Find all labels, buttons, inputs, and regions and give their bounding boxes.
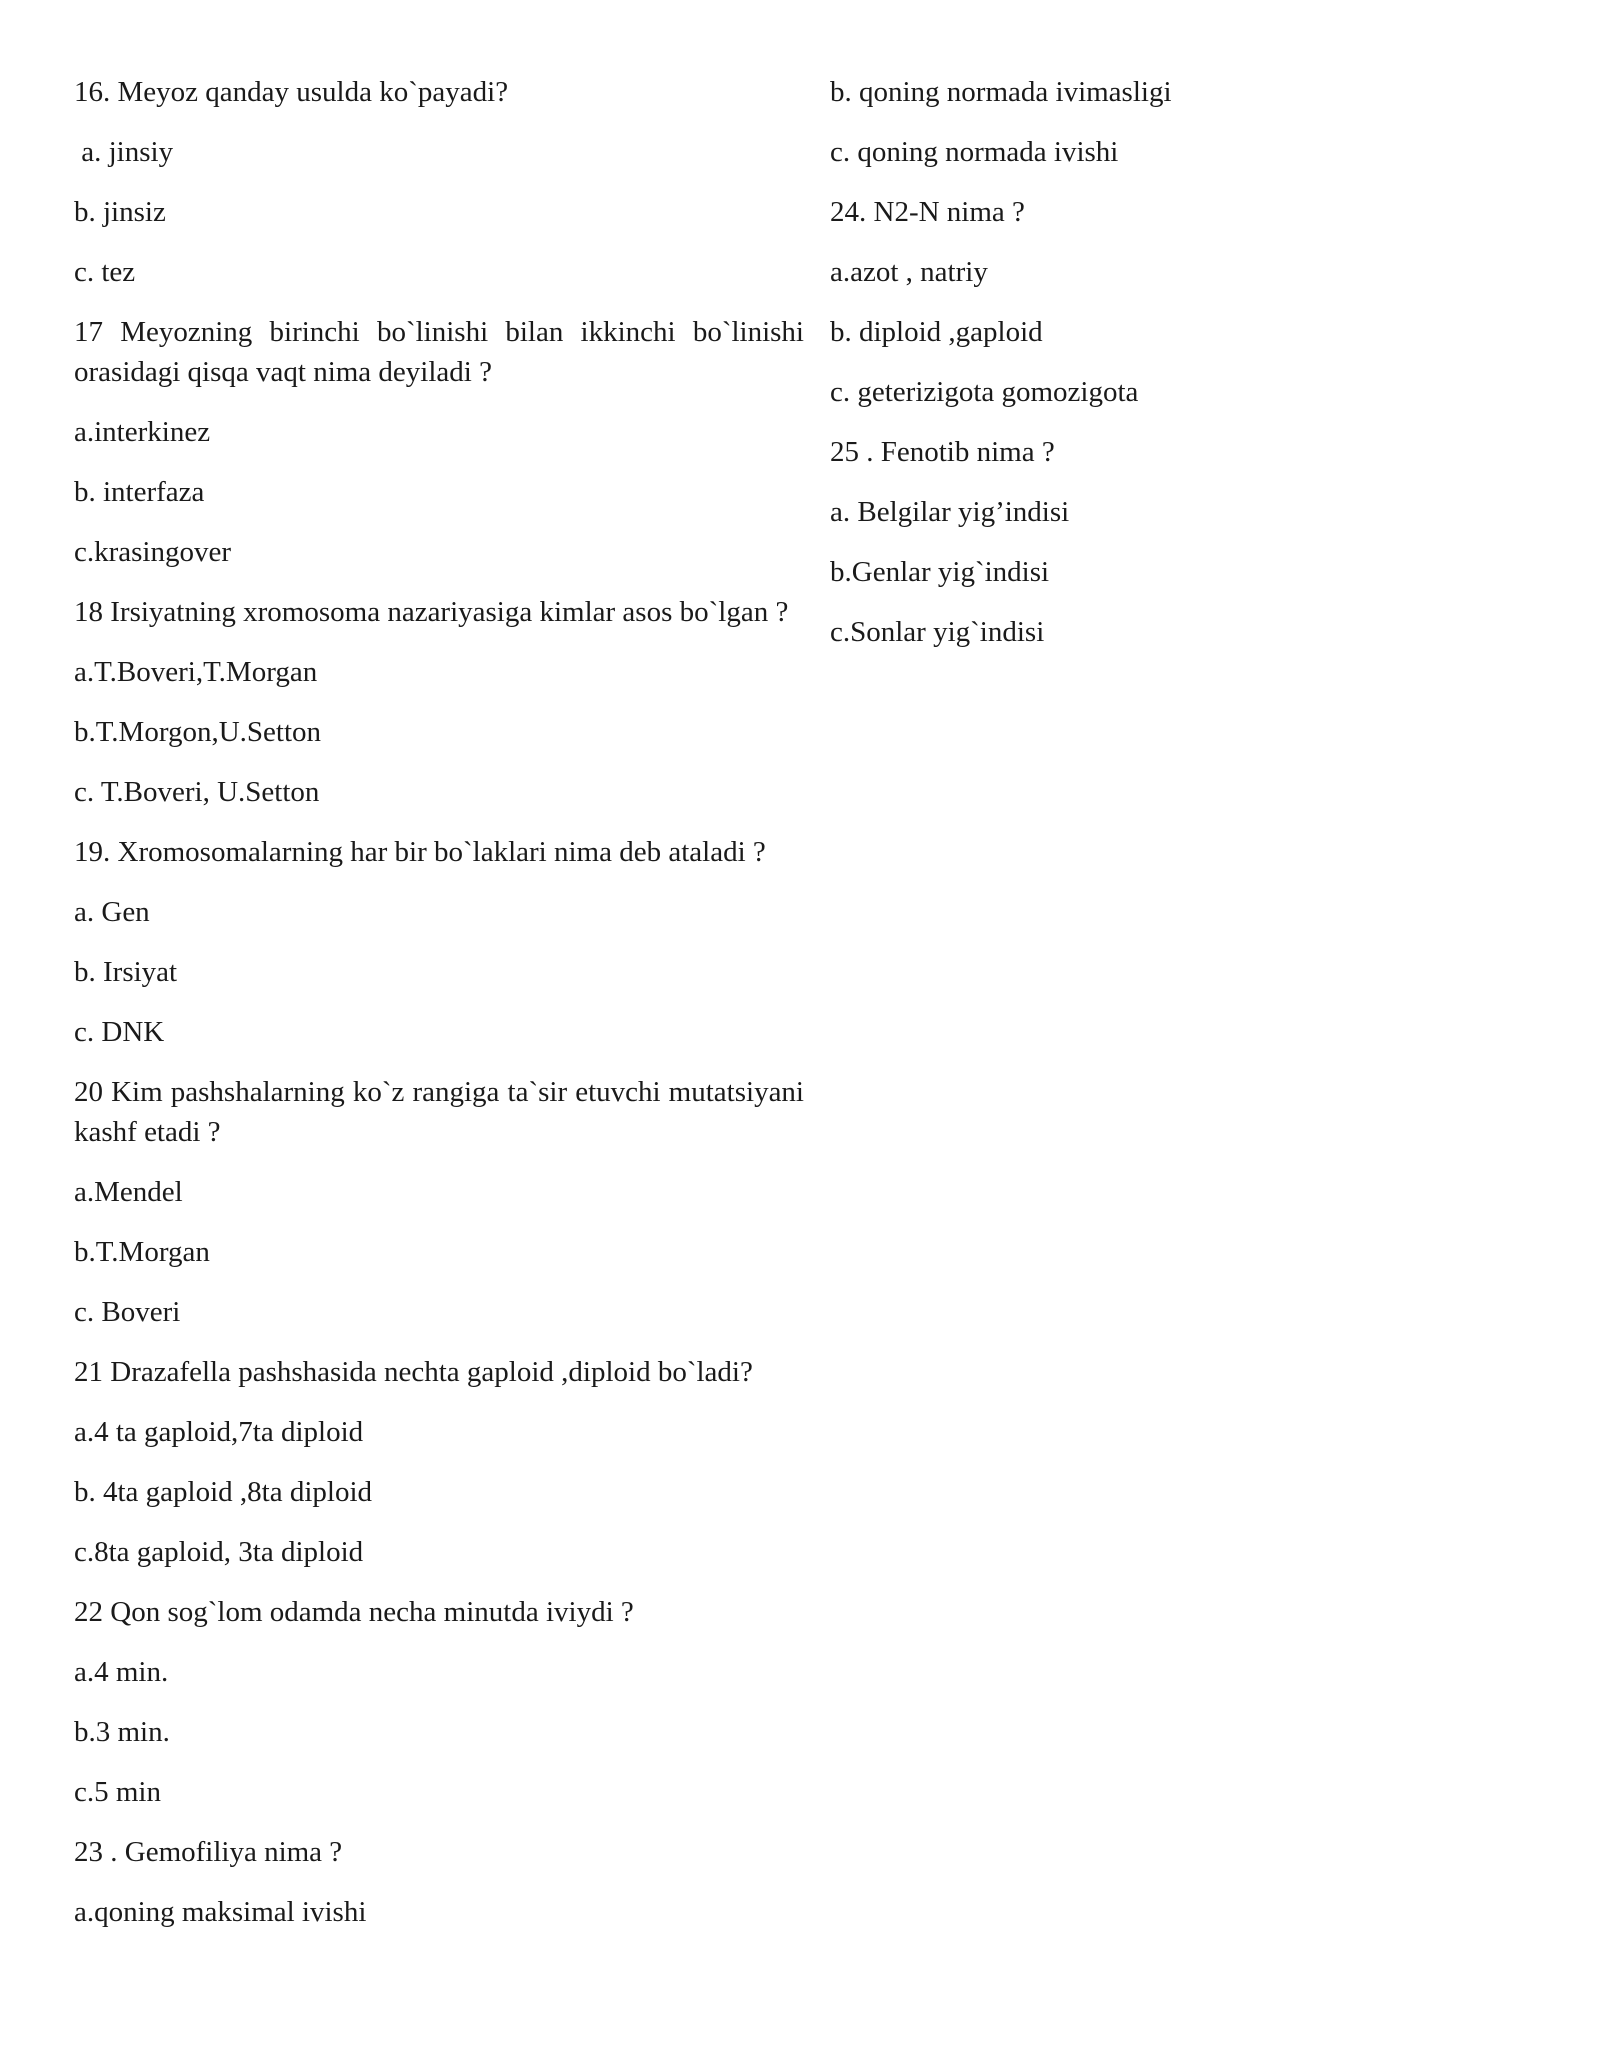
answer-option: b. Irsiyat bbox=[74, 956, 178, 988]
answer-option: a.T.Boveri,T.Morgan bbox=[74, 656, 318, 688]
answer-option: b. qoning normada ivimasligi bbox=[830, 76, 1172, 108]
answer-option: b.Genlar yig`indisi bbox=[830, 556, 1050, 588]
answer-option: b. interfaza bbox=[74, 476, 205, 508]
answer-option: c. geterizigota gomozigota bbox=[830, 376, 1139, 408]
answer-option: c. Boveri bbox=[74, 1296, 181, 1328]
answer-option: a.Mendel bbox=[74, 1176, 183, 1208]
answer-option: c.8ta gaploid, 3ta diploid bbox=[74, 1536, 364, 1568]
answer-option: b.T.Morgan bbox=[74, 1236, 210, 1268]
answer-option: b. jinsiz bbox=[74, 196, 166, 228]
question-21: 21 Drazafella pashshasida nechta gaploid ,diploid bo`ladi? bbox=[74, 1356, 753, 1388]
question-22: 22 Qon sog`lom odamda necha minutda iviydi ? bbox=[74, 1596, 634, 1628]
question-19: 19. Xromosomalarning har bir bo`laklari nima deb ataladi ? bbox=[74, 836, 766, 868]
answer-option: c.krasingover bbox=[74, 536, 232, 568]
answer-option: b.T.Morgon,U.Setton bbox=[74, 716, 322, 748]
question-23: 23 . Gemofiliya nima ? bbox=[74, 1836, 343, 1868]
answer-option: b. 4ta gaploid ,8ta diploid bbox=[74, 1476, 373, 1508]
answer-option: a. Belgilar yig’indisi bbox=[830, 496, 1070, 528]
answer-option: a. Gen bbox=[74, 896, 150, 928]
answer-option: a.4 ta gaploid,7ta diploid bbox=[74, 1416, 364, 1448]
right-column bbox=[830, 72, 1530, 672]
answer-option: a.4 min. bbox=[74, 1656, 169, 1688]
answer-option: a.qoning maksimal ivishi bbox=[74, 1896, 367, 1928]
answer-option: a. jinsiy bbox=[74, 136, 174, 168]
question-24: 24. N2-N nima ? bbox=[830, 196, 1025, 228]
answer-option: c. T.Boveri, U.Setton bbox=[74, 776, 320, 808]
question-17: 17 Meyozning birinchi bo`linishi bilan ikkinchi bo`linishi orasidagi qisqa vaqt nima deyiladi ? bbox=[74, 316, 804, 388]
answer-option: c.Sonlar yig`indisi bbox=[830, 616, 1045, 648]
question-18: 18 Irsiyatning xromosoma nazariyasiga kimlar asos bo`lgan ? bbox=[74, 596, 789, 628]
answer-option: c. qoning normada ivishi bbox=[830, 136, 1119, 168]
left-column bbox=[74, 72, 804, 1952]
question-25: 25 . Fenotib nima ? bbox=[830, 436, 1055, 468]
answer-option: c. DNK bbox=[74, 1016, 165, 1048]
answer-option: c.5 min bbox=[74, 1776, 161, 1808]
answer-option: b. diploid ,gaploid bbox=[830, 316, 1043, 348]
question-20: 20 Kim pashshalarning ko`z rangiga ta`sir etuvchi mutatsiyani kashf etadi ? bbox=[74, 1076, 804, 1148]
answer-option: a.azot , natriy bbox=[830, 256, 988, 288]
answer-option: b.3 min. bbox=[74, 1716, 170, 1748]
answer-option: a.interkinez bbox=[74, 416, 211, 448]
answer-option: c. tez bbox=[74, 256, 136, 288]
question-16: 16. Meyoz qanday usulda ko`payadi? bbox=[74, 76, 509, 108]
